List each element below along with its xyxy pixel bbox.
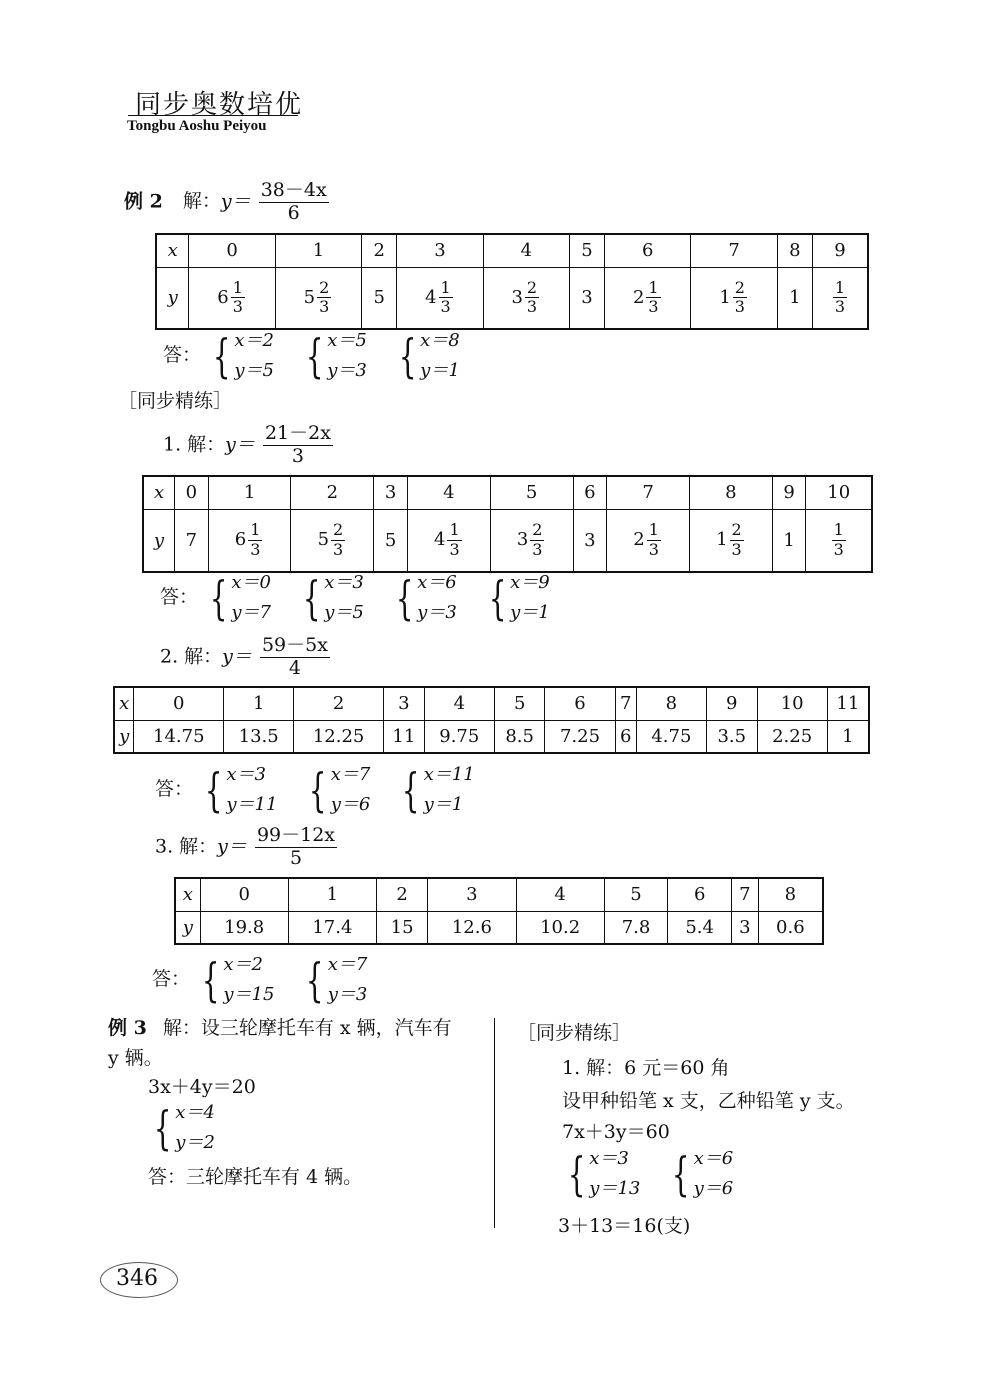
y-value-cell: 9.75 (424, 720, 494, 753)
y-value-cell (291, 509, 374, 572)
brace-glyph: { (306, 953, 324, 1007)
y-value-cell: 7.25 (545, 720, 615, 753)
example-3-label: 例 3 (108, 1017, 147, 1039)
brace-glyph: { (201, 953, 220, 1007)
brace-glyph: { (395, 571, 414, 625)
row-header-x: x (156, 234, 189, 267)
x-value-cell: 4 (424, 687, 494, 720)
system-equation: x＝0 (231, 572, 271, 593)
system-equation: y＝3 (417, 602, 457, 623)
x-value-cell: 0 (200, 878, 288, 911)
system-equation: x＝11 (423, 764, 475, 785)
equation-system (483, 568, 550, 628)
x-value-cell: 3 (428, 878, 516, 911)
mixed-fraction (733, 279, 747, 317)
system-equation: y＝3 (327, 360, 367, 381)
y-value-cell: 10.2 (516, 911, 604, 944)
brace-glyph: { (204, 763, 223, 817)
x-value-cell: 0 (175, 476, 209, 509)
value-table-practice-2 (113, 686, 870, 754)
equation-system (396, 760, 474, 820)
practice-1-formula (163, 423, 335, 468)
y-value-cell: 14.75 (134, 720, 224, 753)
y-value-cell: 17.4 (288, 911, 376, 944)
y-value-cell (607, 509, 690, 572)
fraction-denominator: 3 (731, 539, 742, 559)
right-practice-1-equation: 7x＋3y＝60 (562, 1121, 670, 1143)
mixed-fraction (439, 279, 453, 317)
system-rows (328, 950, 368, 1010)
practice-heading-right: ［同步精练］ (517, 1022, 632, 1044)
fraction-numerator: 2 (319, 277, 330, 297)
y-value-cell (605, 267, 691, 329)
system-equation: x＝3 (589, 1148, 629, 1169)
whole-part: 6 (234, 529, 247, 551)
fraction-denominator: 3 (333, 539, 344, 559)
value-table-practice-3 (174, 877, 824, 945)
system-equation: x＝2 (223, 954, 263, 975)
row-header-y: y (175, 911, 200, 944)
y-value-cell (483, 267, 569, 329)
brace-glyph: { (309, 763, 327, 817)
x-value-cell: 11 (827, 687, 869, 720)
example-3-answer: 答：三轮摩托车有 4 辆。 (148, 1166, 363, 1188)
system-rows (510, 568, 550, 628)
equation-system (303, 760, 370, 820)
whole-part: 1 (716, 529, 728, 551)
header-rule (128, 115, 298, 116)
right-practice-1-total: 3＋13＝16(支) (558, 1215, 691, 1237)
y-value-cell (806, 509, 872, 572)
system-equation: y＝15 (223, 984, 275, 1005)
equation-system (300, 326, 367, 386)
whole-part: 2 (632, 286, 645, 308)
answer-label: 答： (155, 778, 194, 800)
practice-1-label: 1. 解： (163, 433, 226, 456)
x-value-cell: 7 (607, 476, 690, 509)
x-value-cell: 8 (777, 234, 812, 267)
y-value-cell: 1 (777, 267, 812, 329)
x-value-cell: 4 (407, 476, 490, 509)
fraction-numerator: 2 (526, 277, 538, 297)
x-value-cell: 7 (691, 234, 777, 267)
fraction-denominator: 3 (250, 539, 261, 559)
y-equals: y＝ (222, 645, 252, 668)
column-divider (494, 1018, 495, 1228)
whole-part: 3 (516, 529, 529, 551)
fraction-denominator: 3 (648, 297, 659, 317)
mixed-fraction (833, 279, 847, 317)
whole-part: 4 (425, 286, 437, 308)
x-value-cell: 6 (573, 476, 607, 509)
y-value-cell: 6 (615, 720, 636, 753)
mixed-fraction (647, 521, 661, 559)
formula-denominator: 6 (287, 201, 300, 224)
formula-numerator: 59－5x (261, 634, 328, 656)
fraction-denominator: 3 (440, 297, 451, 317)
y-value-cell (407, 509, 490, 572)
right-practice-1-line-2: 设甲种铅笔 x 支，乙种铅笔 y 支。 (562, 1090, 855, 1112)
page-number: 346 (116, 1266, 158, 1291)
equation-system (300, 950, 367, 1010)
fraction-numerator: 2 (734, 277, 745, 297)
example-3-setup: 解：设三轮摩托车有 x 辆，汽车有 (162, 1017, 452, 1039)
system-rows (420, 326, 460, 386)
x-value-cell: 0 (134, 687, 224, 720)
fraction-denominator: 3 (532, 539, 543, 559)
brace-glyph: { (209, 571, 228, 625)
y-value-cell: 3 (573, 509, 607, 572)
system-equation: y＝6 (693, 1178, 734, 1199)
row-header-x: x (143, 476, 175, 509)
y-value-cell (691, 267, 777, 329)
x-value-cell: 2 (291, 476, 374, 509)
value-table-example-2 (155, 233, 869, 330)
system-equation: y＝6 (330, 794, 371, 815)
system-equation: x＝2 (234, 330, 274, 351)
system-equation: x＝6 (693, 1148, 734, 1169)
y-value-cell: 2.25 (757, 720, 827, 753)
system-equation: x＝4 (175, 1102, 215, 1123)
x-value-cell: 7 (731, 878, 758, 911)
y-value-cell (812, 267, 868, 329)
system-equation: x＝9 (510, 572, 550, 593)
y-value-cell: 5.4 (668, 911, 732, 944)
formula-denominator: 5 (289, 846, 303, 869)
practice-2-label: 2. 解： (160, 645, 223, 668)
system-rows (424, 760, 475, 820)
practice-heading: ［同步精练］ (118, 390, 233, 412)
mixed-fraction (525, 279, 539, 317)
y-value-cell: 3 (731, 911, 758, 944)
x-value-cell: 9 (772, 476, 806, 509)
fraction-denominator: 3 (648, 539, 659, 559)
mixed-fraction (331, 521, 345, 559)
fraction-denominator: 3 (232, 297, 243, 317)
x-value-cell: 5 (494, 687, 545, 720)
brace-glyph: { (672, 1147, 690, 1201)
equation-system (207, 326, 274, 386)
system-equation: y＝7 (231, 602, 271, 623)
whole-part: 5 (317, 529, 330, 551)
fraction-numerator: 1 (440, 277, 451, 297)
formula-numerator: 99－12x (256, 824, 336, 846)
equation-system (562, 1144, 640, 1204)
example-2-label: 例 2 (124, 190, 163, 213)
y-value-cell: 19.8 (200, 911, 288, 944)
x-value-cell: 3 (374, 476, 408, 509)
answer-label: 答： (152, 968, 191, 990)
equation-system (666, 1144, 733, 1204)
equation-system (199, 760, 277, 820)
y-value-cell: 5 (374, 509, 408, 572)
equation-system (390, 568, 457, 628)
whole-part: 5 (303, 286, 316, 308)
example-2-formula (124, 180, 331, 225)
formula-fraction (259, 180, 329, 225)
y-value-cell (490, 509, 573, 572)
x-value-cell: 10 (757, 687, 827, 720)
y-value-cell (208, 509, 291, 572)
practice-3-formula (155, 825, 339, 870)
mixed-fraction (248, 521, 262, 559)
brace-glyph: { (212, 329, 231, 383)
fraction-denominator: 3 (734, 297, 745, 317)
x-value-cell: 1 (275, 234, 361, 267)
y-value-cell: 11 (383, 720, 424, 753)
row-header-x: x (114, 687, 134, 720)
example-3-system (148, 1098, 241, 1158)
system-equation: y＝3 (327, 984, 368, 1005)
fraction-numerator: 1 (648, 277, 659, 297)
fraction-numerator: 1 (232, 277, 243, 297)
equation-system (204, 568, 271, 628)
system-rows (324, 568, 364, 628)
y-value-cell (189, 267, 275, 329)
system-rows (589, 1144, 640, 1204)
y-equals: y＝ (225, 433, 255, 456)
system-equation: y＝1 (420, 360, 460, 381)
mixed-fraction (447, 521, 461, 559)
brace-glyph: { (153, 1101, 172, 1155)
x-value-cell: 2 (362, 234, 397, 267)
practice-3-label: 3. 解： (155, 835, 218, 858)
fraction-denominator: 3 (834, 297, 846, 317)
answer-example-2 (163, 326, 486, 386)
right-practice-1-systems (562, 1144, 759, 1204)
row-header-y: y (143, 509, 175, 572)
answer-practice-2 (155, 760, 501, 820)
system-equation: y＝5 (324, 602, 364, 623)
x-value-cell: 1 (288, 878, 376, 911)
system-equation: y＝11 (226, 794, 278, 815)
formula-denominator: 4 (288, 656, 301, 679)
example-3-line-2: y 辆。 (108, 1047, 163, 1069)
equation-system (393, 326, 460, 386)
y-value-cell: 15 (376, 911, 427, 944)
x-value-cell: 6 (545, 687, 615, 720)
right-practice-1-line-1: 1. 解：6 元＝60 角 (562, 1057, 730, 1079)
brace-glyph: { (302, 571, 321, 625)
system-rows (226, 760, 277, 820)
system-equation: y＝1 (510, 602, 550, 623)
x-value-cell: 5 (569, 234, 604, 267)
system-equation: x＝7 (330, 764, 371, 785)
y-value-cell (275, 267, 361, 329)
x-value-cell: 4 (483, 234, 569, 267)
mixed-fraction (530, 521, 544, 559)
mixed-fraction (646, 279, 660, 317)
answer-label: 答： (163, 344, 202, 366)
system-equation: y＝1 (423, 794, 464, 815)
brace-glyph: { (402, 763, 420, 817)
mixed-fraction (832, 521, 846, 559)
y-equals: y＝ (217, 835, 247, 858)
y-value-cell: 3 (569, 267, 604, 329)
y-value-cell: 5 (362, 267, 397, 329)
system-rows (231, 568, 271, 628)
equation-system (297, 568, 364, 628)
system-rows (175, 1098, 215, 1158)
solve-label: 解： (182, 190, 221, 213)
x-value-cell: 2 (294, 687, 384, 720)
y-value-cell: 12.6 (428, 911, 516, 944)
fraction-denominator: 3 (319, 297, 330, 317)
x-value-cell: 6 (668, 878, 732, 911)
row-header-y: y (156, 267, 189, 329)
mixed-fraction (231, 279, 245, 317)
system-equation: y＝13 (589, 1178, 641, 1199)
y-value-cell: 0.6 (758, 911, 823, 944)
row-header-x: x (175, 878, 200, 911)
book-subtitle: Tongbu Aoshu Peiyou (127, 118, 267, 134)
whole-part: 6 (217, 286, 229, 308)
answer-practice-1 (160, 568, 576, 628)
fraction-numerator: 2 (333, 520, 344, 540)
x-value-cell: 4 (516, 878, 604, 911)
y-value-cell: 1 (772, 509, 806, 572)
x-value-cell: 8 (636, 687, 706, 720)
mixed-fraction (317, 279, 331, 317)
x-value-cell: 9 (706, 687, 757, 720)
system-rows (331, 760, 371, 820)
row-header-y: y (114, 720, 134, 753)
system-equation: y＝2 (175, 1132, 215, 1153)
y-value-cell: 12.25 (294, 720, 384, 753)
x-value-cell: 3 (397, 234, 483, 267)
x-value-cell: 5 (490, 476, 573, 509)
system-equation: x＝7 (327, 954, 368, 975)
y-value-cell: 1 (827, 720, 869, 753)
x-value-cell: 8 (689, 476, 772, 509)
fraction-numerator: 1 (449, 520, 460, 540)
brace-glyph: { (398, 329, 417, 383)
brace-glyph: { (305, 329, 324, 383)
whole-part: 4 (434, 529, 446, 551)
system-equation: y＝5 (234, 360, 274, 381)
system-rows (694, 1144, 734, 1204)
system-rows (234, 326, 274, 386)
x-value-cell: 10 (806, 476, 872, 509)
system-equation: x＝3 (226, 764, 266, 785)
y-equals: y＝ (220, 190, 251, 213)
formula-numerator: 21－2x (264, 422, 331, 444)
y-value-cell (397, 267, 483, 329)
y-value-cell: 8.5 (494, 720, 545, 753)
practice-2-formula (160, 635, 332, 680)
formula-fraction (255, 825, 337, 870)
fraction-denominator: 3 (449, 539, 460, 559)
fraction-numerator: 1 (648, 520, 659, 540)
system-rows (327, 326, 367, 386)
brace-glyph: { (567, 1147, 586, 1201)
answer-practice-3 (152, 950, 393, 1010)
system-rows (223, 950, 274, 1010)
system-rows (417, 568, 457, 628)
fraction-denominator: 3 (526, 297, 538, 317)
whole-part: 3 (511, 286, 523, 308)
system-equation: x＝5 (327, 330, 367, 351)
y-value-cell: 3.5 (706, 720, 757, 753)
fraction-denominator: 3 (833, 539, 844, 559)
fraction-numerator: 2 (532, 520, 543, 540)
example-3-line-1 (108, 1013, 452, 1040)
system-equation: x＝8 (420, 330, 460, 351)
y-value-cell: 7.8 (604, 911, 668, 944)
x-value-cell: 1 (224, 687, 294, 720)
value-table-practice-1 (142, 475, 873, 573)
equation-system (148, 1098, 215, 1158)
fraction-numerator: 1 (250, 520, 261, 540)
mixed-fraction (730, 521, 744, 559)
x-value-cell: 7 (615, 687, 636, 720)
formula-numerator: 38－4x (260, 179, 327, 201)
x-value-cell: 9 (812, 234, 868, 267)
whole-part: 2 (633, 529, 645, 551)
system-equation: x＝6 (417, 572, 457, 593)
fraction-numerator: 1 (834, 277, 846, 297)
system-equation: x＝3 (324, 572, 364, 593)
y-value-cell: 4.75 (636, 720, 706, 753)
brace-glyph: { (488, 571, 507, 625)
fraction-numerator: 2 (731, 520, 742, 540)
equation-system (196, 950, 274, 1010)
x-value-cell: 2 (376, 878, 427, 911)
y-value-cell (689, 509, 772, 572)
fraction-numerator: 1 (833, 520, 844, 540)
x-value-cell: 3 (383, 687, 424, 720)
whole-part: 1 (719, 286, 731, 308)
x-value-cell: 5 (604, 878, 668, 911)
y-value-cell: 13.5 (224, 720, 294, 753)
x-value-cell: 0 (189, 234, 275, 267)
answer-label: 答： (160, 586, 199, 608)
x-value-cell: 1 (208, 476, 291, 509)
example-3-equation: 3x＋4y＝20 (148, 1076, 256, 1098)
formula-denominator: 3 (291, 444, 304, 467)
book-title: 同步奥数培优 (135, 90, 304, 120)
x-value-cell: 8 (758, 878, 823, 911)
y-value-cell: 7 (175, 509, 209, 572)
formula-fraction (263, 423, 333, 468)
x-value-cell: 6 (605, 234, 691, 267)
formula-fraction (260, 635, 330, 680)
